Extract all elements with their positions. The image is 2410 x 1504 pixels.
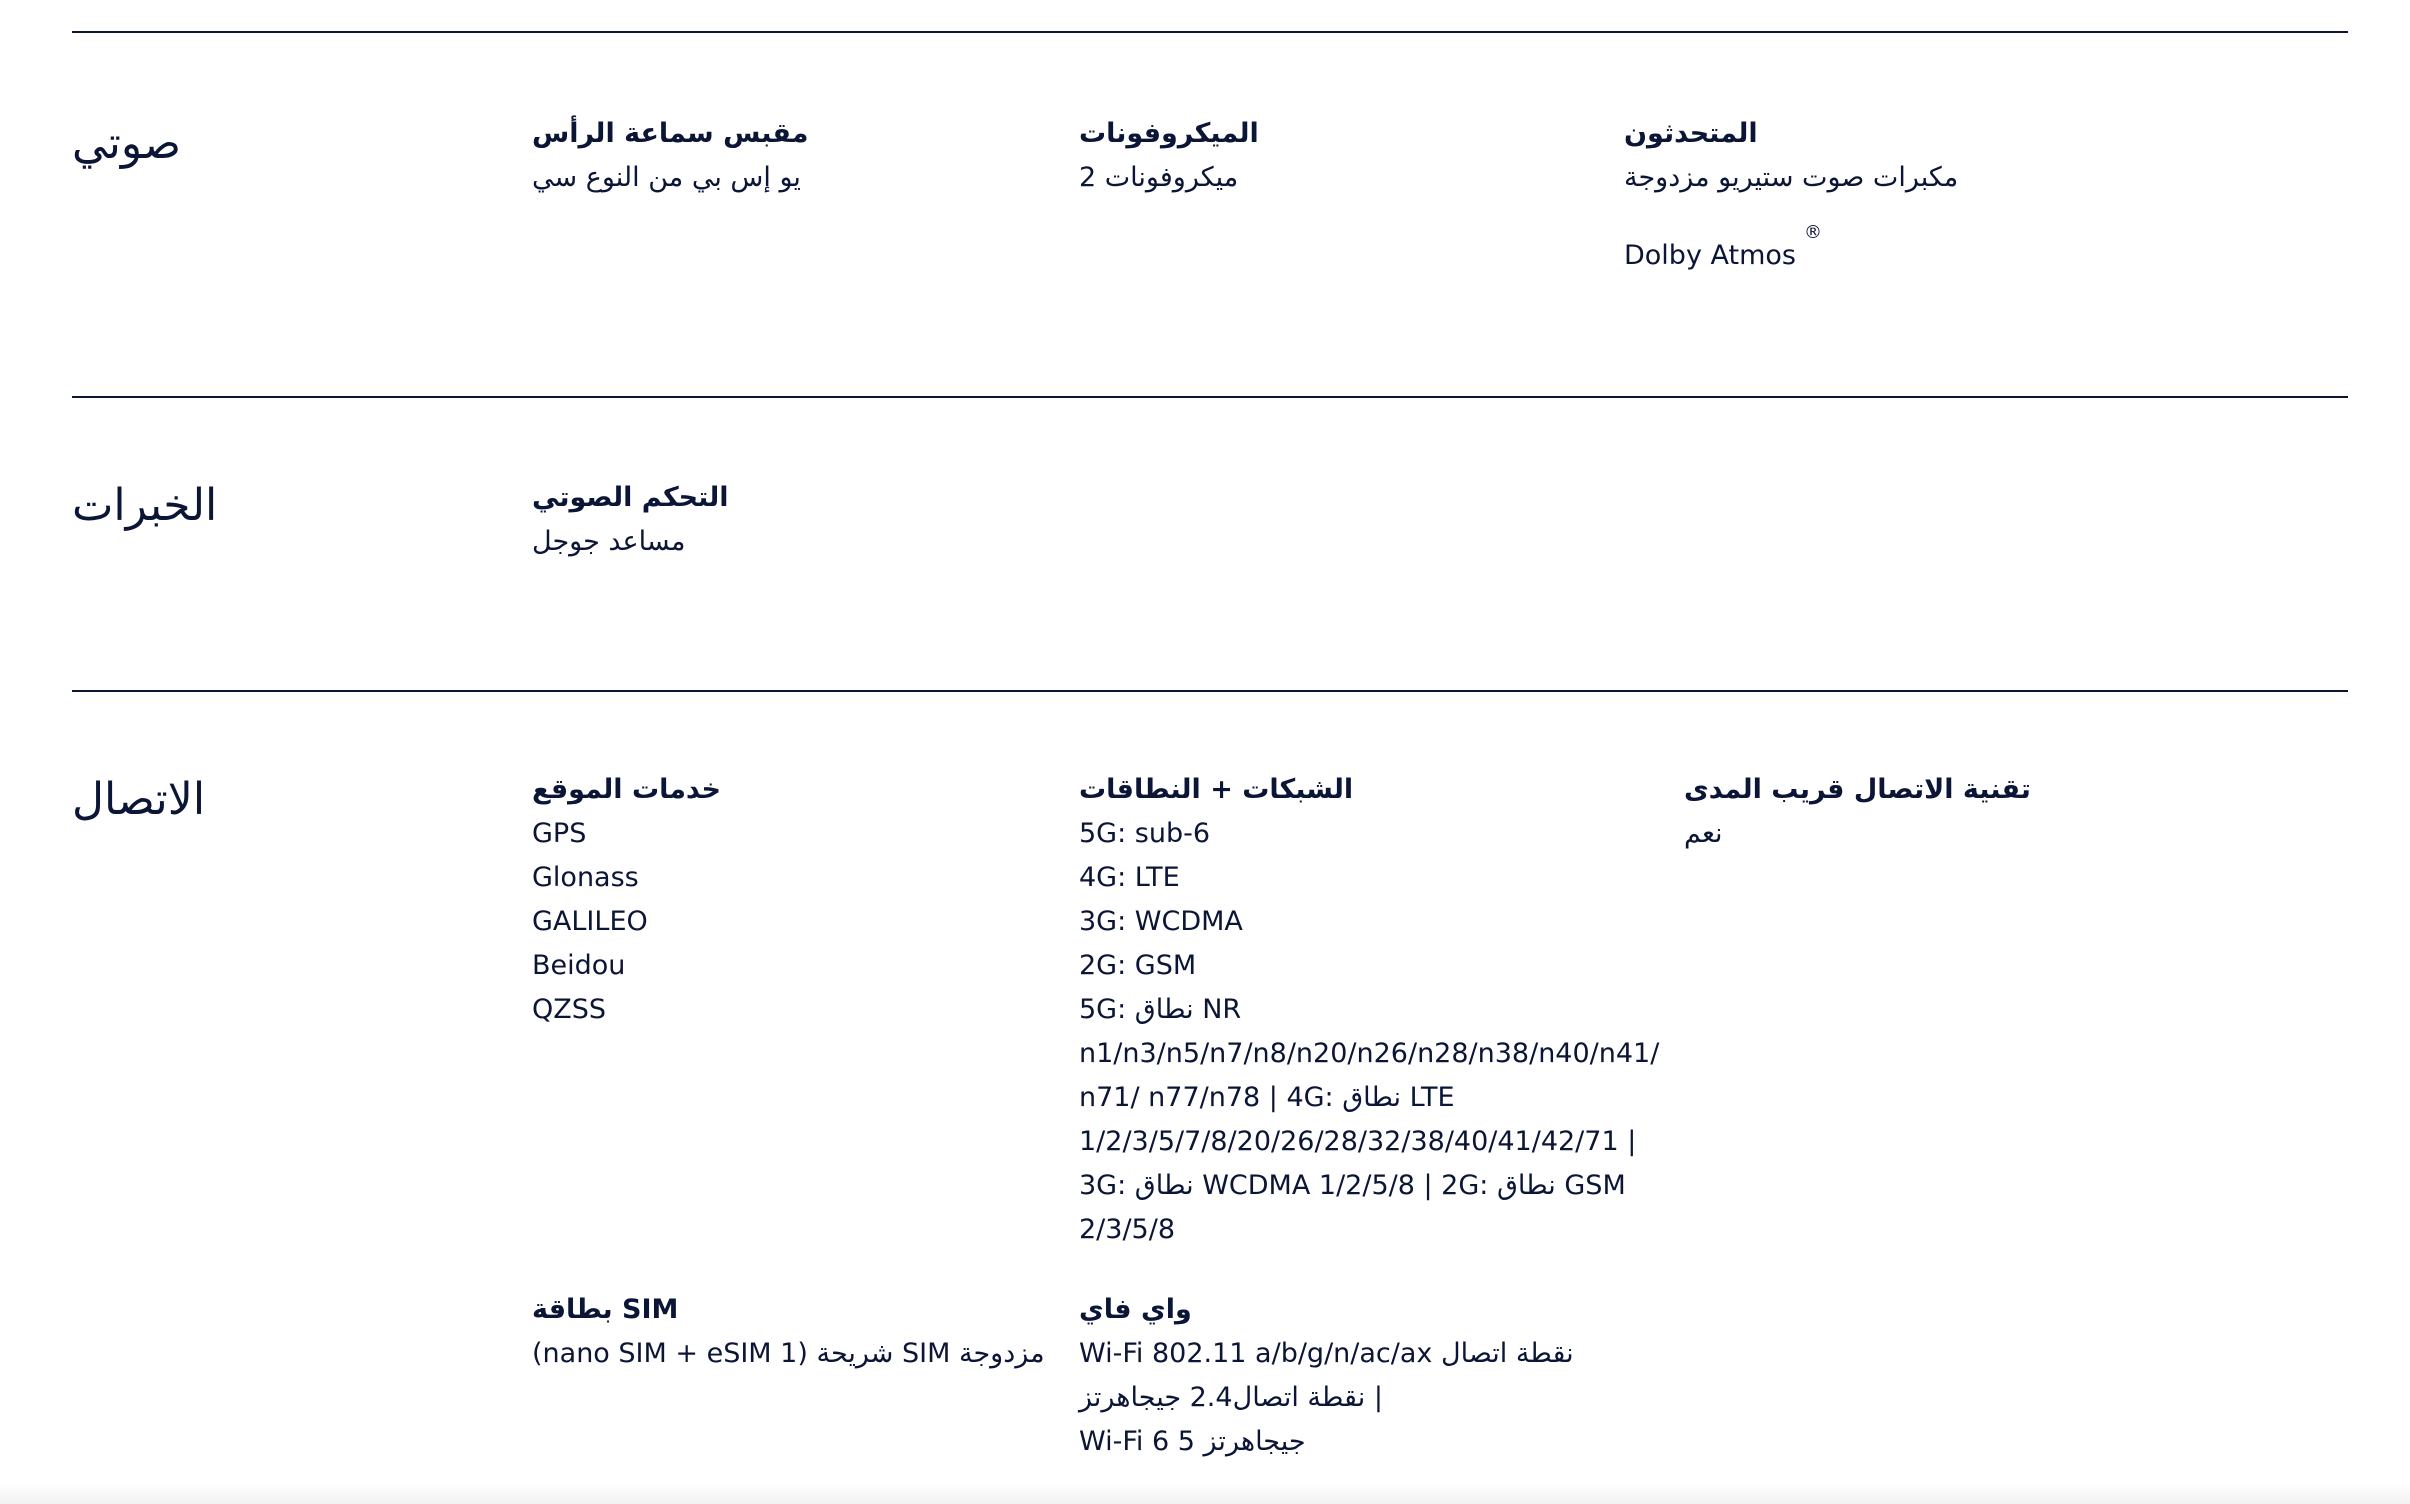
spec-label: الشبكات + النطاقات bbox=[1079, 774, 1354, 805]
spec-value-list bbox=[1079, 812, 1659, 1252]
list-item: Wi-Fi 802.11 a/b/g/n/ac/ax نقطة اتصال bbox=[1079, 1338, 1574, 1369]
spec-label: المتحدثون bbox=[1624, 118, 1758, 149]
list-item: n71/ n77/n78 | 4G: نطاق LTE bbox=[1079, 1082, 1455, 1113]
spec-value: (nano SIM + eSIM 1) شريحة SIM مزدوجة bbox=[532, 1338, 1045, 1369]
dolby-atmos-text bbox=[1624, 224, 1958, 278]
spec-label: الميكروفونات bbox=[1079, 118, 1259, 149]
spec-voice-control bbox=[532, 476, 729, 564]
list-item: Wi-Fi 6 5 جيجاهرتز bbox=[1079, 1426, 1306, 1457]
section-title-experiences: الخبرات bbox=[72, 480, 218, 531]
section-title-connectivity: الاتصال bbox=[72, 774, 206, 825]
spec-value: 2 ميكروفونات bbox=[1079, 162, 1239, 193]
list-item: 3G: WCDMA bbox=[1079, 906, 1243, 937]
divider-experiences bbox=[72, 396, 2348, 398]
spec-sim-card bbox=[532, 1288, 1045, 1376]
spec-microphones bbox=[1079, 112, 1259, 200]
registered-mark: ® bbox=[1803, 222, 1822, 243]
spec-speakers bbox=[1624, 112, 1958, 278]
spec-value-list bbox=[1079, 1332, 1574, 1464]
spec-value: يو إس بي من النوع سي bbox=[532, 162, 801, 193]
list-item: Beidou bbox=[532, 950, 626, 981]
spec-label: مقبس سماعة الرأس bbox=[532, 118, 809, 149]
list-item: Glonass bbox=[532, 862, 639, 893]
divider-connectivity bbox=[72, 690, 2348, 692]
divider-top bbox=[72, 31, 2348, 33]
spec-networks-bands bbox=[1079, 768, 1659, 1252]
list-item: GPS bbox=[532, 818, 587, 849]
list-item: نقطة اتصال2.4 جيجاهرتز | bbox=[1079, 1382, 1383, 1413]
spec-label: بطاقة SIM bbox=[532, 1294, 679, 1325]
spec-value: مكبرات صوت ستيريو مزدوجة bbox=[1624, 162, 1959, 193]
spec-label: التحكم الصوتي bbox=[532, 482, 729, 513]
dolby-atmos-label: Dolby Atmos bbox=[1624, 240, 1796, 271]
spec-wifi bbox=[1079, 1288, 1574, 1464]
list-item: QZSS bbox=[532, 994, 607, 1025]
spec-location-services bbox=[532, 768, 721, 1032]
spec-value: مساعد جوجل bbox=[532, 526, 686, 557]
section-title-audio: صوتي bbox=[72, 118, 182, 169]
list-item: n1/n3/n5/n7/n8/n20/n26/n28/n38/n40/n41/ bbox=[1079, 1038, 1660, 1069]
spec-nfc bbox=[1684, 768, 2031, 856]
bottom-fade bbox=[0, 1484, 2410, 1504]
list-item: 2G: GSM bbox=[1079, 950, 1197, 981]
list-item: 3G: نطاق WCDMA 1/2/5/8 | 2G: نطاق GSM bbox=[1079, 1170, 1626, 1201]
spec-value: نعم bbox=[1684, 818, 1723, 849]
spec-label: واي فاي bbox=[1079, 1294, 1192, 1325]
list-item: 5G: sub-6 bbox=[1079, 818, 1211, 849]
list-item: 4G: LTE bbox=[1079, 862, 1180, 893]
list-item: 5G: نطاق NR bbox=[1079, 994, 1242, 1025]
list-item: 2/3/5/8 bbox=[1079, 1214, 1176, 1245]
spec-label: خدمات الموقع bbox=[532, 774, 721, 805]
spec-label: تقنية الاتصال قريب المدى bbox=[1684, 774, 2031, 805]
list-item: GALILEO bbox=[532, 906, 648, 937]
spec-value-list bbox=[532, 812, 721, 1032]
spec-headphone-jack bbox=[532, 112, 808, 200]
list-item: 1/2/3/5/7/8/20/26/28/32/38/40/41/42/71 | bbox=[1079, 1126, 1637, 1157]
